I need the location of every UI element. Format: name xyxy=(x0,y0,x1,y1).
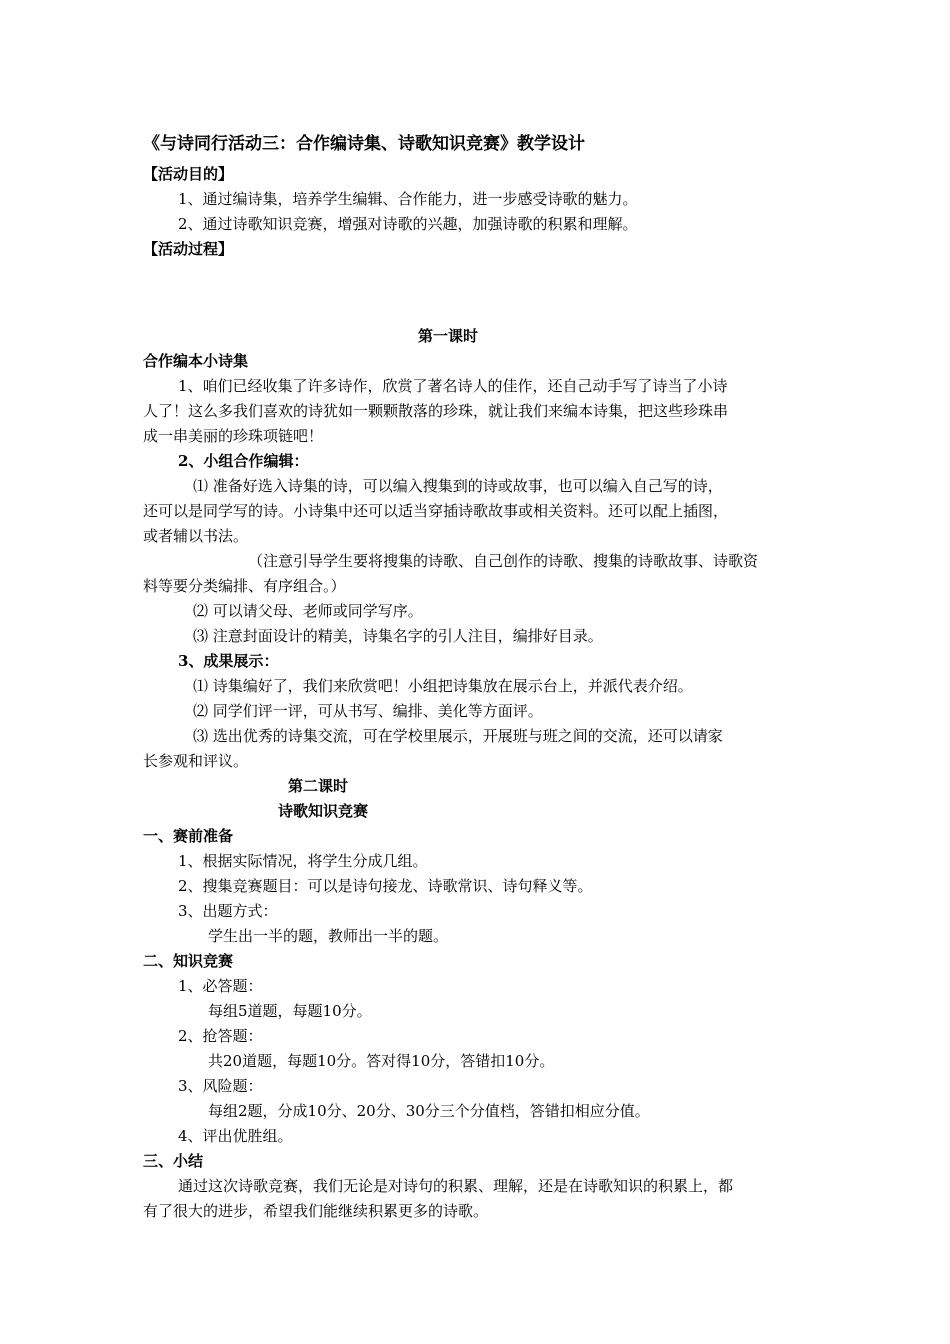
section2-item-1: 1、必答题： xyxy=(178,977,263,995)
section1-item-2: 2、搜集竞赛题目：可以是诗句接龙、诗歌常识、诗句释义等。 xyxy=(178,877,593,895)
note-line-2: 料等要分类编排、有序组合。） xyxy=(143,577,346,595)
lesson2-subheading: 诗歌知识竞赛 xyxy=(278,802,369,820)
purpose-heading: 【活动目的】 xyxy=(143,165,234,183)
step3-item3-line-2: 长参观和评议。 xyxy=(143,752,249,770)
section2-item-2-detail: 共20道题，每题10分。答对得10分，答错扣10分。 xyxy=(208,1052,555,1070)
step3-heading: 3、成果展示： xyxy=(178,652,279,670)
note-line-1: （注意引导学生要将搜集的诗歌、自己创作的诗歌、搜集的诗歌故事、诗歌资 xyxy=(248,552,759,570)
section1-item-3: 3、出题方式： xyxy=(178,902,278,920)
lesson1-paragraph-line-1: 1、咱们已经收集了许多诗作，欣赏了著名诗人的佳作，还自己动手写了诗当了小诗 xyxy=(178,377,728,395)
section3-text-line-2: 有了很大的进步，希望我们能继续积累更多的诗歌。 xyxy=(143,1202,489,1220)
purpose-item-1: 1、通过编诗集，培养学生编辑、合作能力，进一步感受诗歌的魅力。 xyxy=(178,190,638,208)
section3-heading: 三、小结 xyxy=(143,1152,204,1170)
step2-item1-line-2: 还可以是同学写的诗。小诗集中还可以适当穿插诗歌故事或相关资料。还可以配上插图， xyxy=(143,502,729,520)
document-title: 《与诗同行活动三：合作编诗集、诗歌知识竞赛》教学设计 xyxy=(143,134,585,154)
step2-item1-line-1: ⑴ 准备好选入诗集的诗，可以编入搜集到的诗或故事，也可以编入自己写的诗， xyxy=(193,477,723,495)
step3-item3-line-1: ⑶ 选出优秀的诗集交流，可在学校里展示，开展班与班之间的交流，还可以请家 xyxy=(193,727,723,745)
lesson1-paragraph-line-3: 成一串美丽的珍珠项链吧！ xyxy=(143,427,324,445)
section1-heading: 一、赛前准备 xyxy=(143,827,234,845)
process-heading: 【活动过程】 xyxy=(143,240,234,258)
lesson1-heading: 第一课时 xyxy=(418,327,479,345)
section2-item-4: 4、评出优胜组。 xyxy=(178,1127,293,1145)
step2-item3: ⑶ 注意封面设计的精美，诗集名字的引人注目，编排好目录。 xyxy=(193,627,603,645)
lesson1-paragraph-line-2: 人了！这么多我们喜欢的诗犹如一颗颗散落的珍珠，就让我们来编本诗集，把这些珍珠串 xyxy=(143,402,729,420)
step3-item2: ⑵ 同学们评一评，可从书写、编排、美化等方面评。 xyxy=(193,702,543,720)
section2-heading: 二、知识竞赛 xyxy=(143,952,234,970)
step2-item2: ⑵ 可以请父母、老师或同学写序。 xyxy=(193,602,423,620)
section2-item-3-detail: 每组2题，分成10分、20分、30分三个分值档，答错扣相应分值。 xyxy=(208,1102,650,1120)
lesson1-subheading: 合作编本小诗集 xyxy=(143,352,249,370)
step2-heading: 2、小组合作编辑： xyxy=(178,452,309,470)
step3-item1: ⑴ 诗集编好了，我们来欣赏吧！小组把诗集放在展示台上，并派代表介绍。 xyxy=(193,677,693,695)
purpose-item-2: 2、通过诗歌知识竞赛，增强对诗歌的兴趣，加强诗歌的积累和理解。 xyxy=(178,215,638,233)
lesson2-heading: 第二课时 xyxy=(288,777,349,795)
section1-detail: 学生出一半的题，教师出一半的题。 xyxy=(208,927,449,945)
section1-item-1: 1、根据实际情况，将学生分成几组。 xyxy=(178,852,428,870)
section2-item-2: 2、抢答题： xyxy=(178,1027,263,1045)
section2-item-1-detail: 每组5道题，每题10分。 xyxy=(208,1002,372,1020)
step2-item1-line-3: 或者辅以书法。 xyxy=(143,527,249,545)
section2-item-3: 3、风险题： xyxy=(178,1077,263,1095)
section3-text-line-1: 通过这次诗歌竞赛，我们无论是对诗句的积累、理解，还是在诗歌知识的积累上，都 xyxy=(178,1177,734,1195)
